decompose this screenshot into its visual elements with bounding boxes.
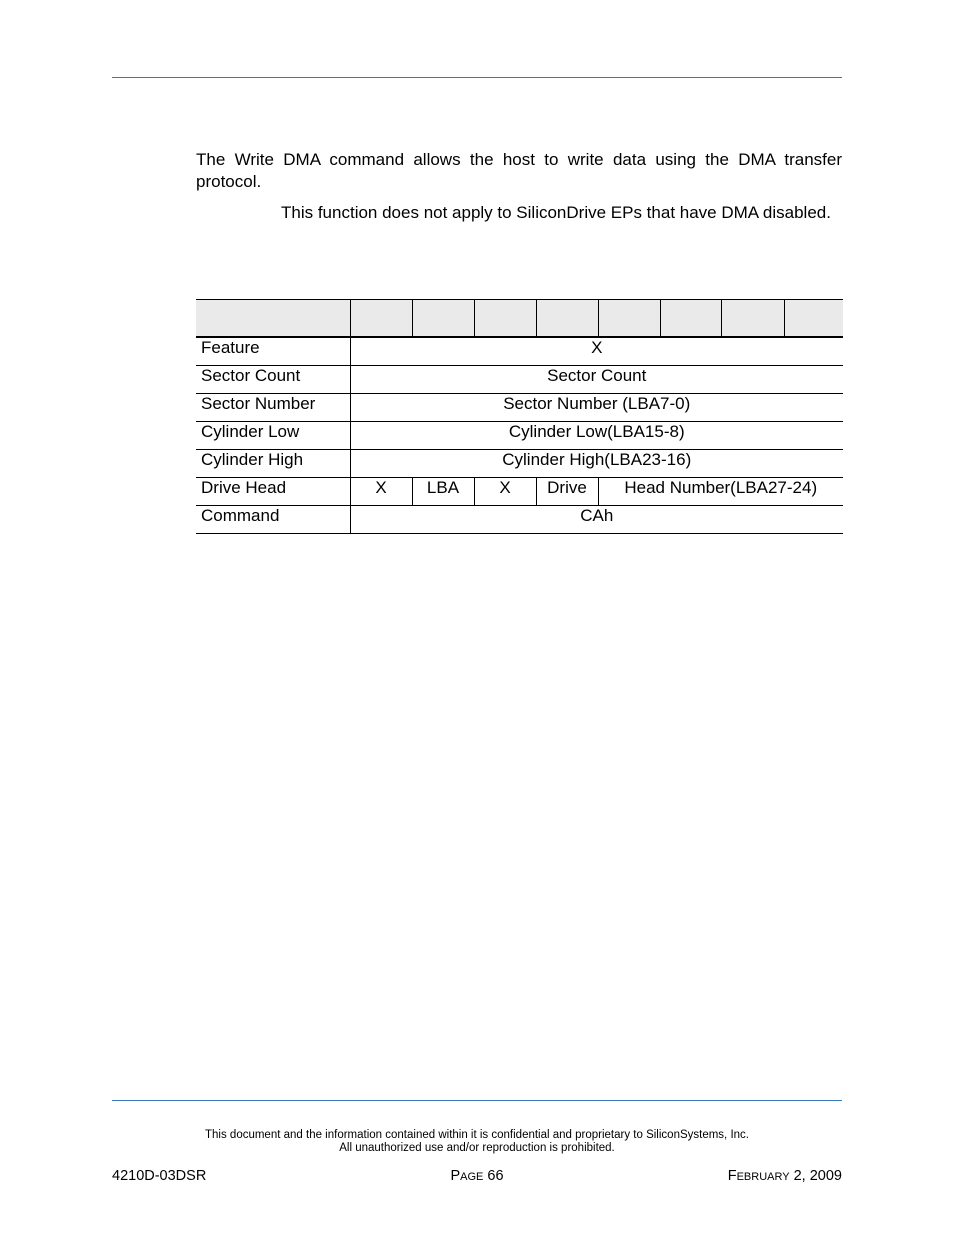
- register-name: Cylinder Low: [196, 422, 350, 450]
- document-date: [728, 1167, 842, 1186]
- register-name: Drive Head: [196, 478, 350, 506]
- table-header-row: [196, 300, 843, 338]
- date-month-rest: EBRUARY: [736, 1171, 790, 1183]
- page-word-initial: P: [450, 1168, 461, 1184]
- date-value: 2, 2009: [793, 1168, 842, 1184]
- date-month-initial: F: [727, 1168, 737, 1184]
- body-paragraph: The Write DMA command allows the host to write data using the DMA transfer protocol.: [196, 150, 842, 191]
- bit-field: Head Number(LBA27-24): [598, 478, 843, 506]
- header-cell: [536, 300, 598, 338]
- header-cell: [598, 300, 660, 338]
- confidentiality-notice: This document and the information contained within it is confidential and proprietary to SiliconSystems, Inc.: [205, 1129, 749, 1141]
- header-cell: [412, 300, 474, 338]
- page-number-value: 66: [487, 1168, 504, 1184]
- header-cell: [784, 300, 843, 338]
- bit-field: X: [474, 478, 536, 506]
- note-paragraph: This function does not apply to SiliconDrive EPs that have DMA disabled.: [281, 203, 831, 222]
- header-cell: [660, 300, 721, 338]
- table-row: [196, 450, 843, 478]
- header-rule: [112, 77, 842, 78]
- table-row: [196, 366, 843, 394]
- bit-field: LBA: [412, 478, 474, 506]
- header-cell: [196, 300, 350, 338]
- page-number: [370, 1167, 584, 1186]
- register-table: [196, 299, 843, 534]
- register-name: Sector Number: [196, 394, 350, 422]
- table-row: [196, 422, 843, 450]
- reproduction-notice: All unauthorized use and/or reproduction is prohibited.: [339, 1142, 615, 1154]
- bit-field: Drive: [536, 478, 598, 506]
- footer-rule: [112, 1100, 842, 1101]
- header-cell: [721, 300, 784, 338]
- register-value: Sector Count: [350, 366, 843, 394]
- table-row: [196, 478, 843, 506]
- page-word-rest: AGE: [460, 1171, 484, 1183]
- header-cell: [350, 300, 412, 338]
- table-row: [196, 337, 843, 366]
- register-value: Sector Number (LBA7-0): [350, 394, 843, 422]
- register-value: Cylinder High(LBA23-16): [350, 450, 843, 478]
- register-value: X: [350, 337, 843, 366]
- register-value: Cylinder Low(LBA15-8): [350, 422, 843, 450]
- register-name: Sector Count: [196, 366, 350, 394]
- register-name: Cylinder High: [196, 450, 350, 478]
- table-row: [196, 394, 843, 422]
- register-name: Feature: [196, 337, 350, 366]
- bit-field: X: [350, 478, 412, 506]
- register-name: Command: [196, 506, 350, 534]
- header-cell: [474, 300, 536, 338]
- table-row: [196, 506, 843, 534]
- document-number: 4210D-03DSR: [112, 1168, 207, 1184]
- register-value: CAh: [350, 506, 843, 534]
